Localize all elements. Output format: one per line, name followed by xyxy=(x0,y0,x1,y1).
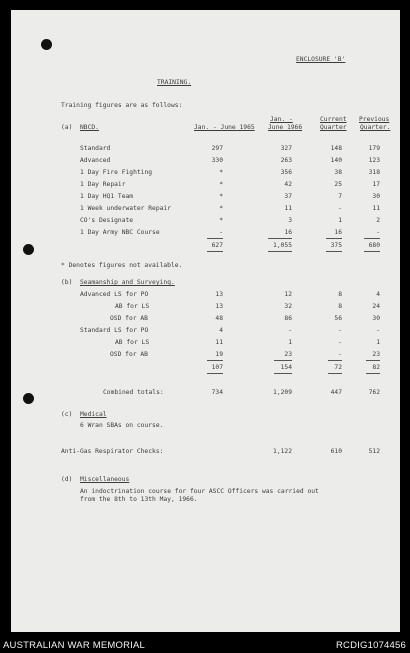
nbcd-row-value-col1: * xyxy=(219,217,223,224)
section-d-heading: Miscellaneous xyxy=(80,476,130,483)
page-title: TRAINING. xyxy=(157,79,192,86)
seamanship-row-value-col3: - xyxy=(338,351,342,358)
nbcd-row-value-col2: 263 xyxy=(280,157,292,164)
seamanship-row-value-col2: 1 xyxy=(288,339,292,346)
nbcd-row-value-col3: 38 xyxy=(334,169,342,176)
combined-total-col2: 1,209 xyxy=(273,389,292,396)
combined-totals-label: Combined totals: xyxy=(103,389,164,396)
seamanship-row-value-col4: 4 xyxy=(376,291,380,298)
seamanship-row-value-col3: 8 xyxy=(338,291,342,298)
nbcd-row-value-col2: 16 xyxy=(284,229,292,236)
nbcd-row-value-col3: 25 xyxy=(334,181,342,188)
section-c-heading: Medical xyxy=(80,411,107,418)
anti-gas-value-current: 610 xyxy=(330,448,342,455)
intro-text: Training figures are as follows: xyxy=(61,102,183,109)
seamanship-row-label: OSD for AB xyxy=(110,351,148,358)
column-header-previous-quarter-line2: Quarter. xyxy=(360,124,391,131)
column-header-current-quarter-line2: Quarter xyxy=(320,124,347,131)
seamanship-subtotal-col2: 154 xyxy=(280,364,292,371)
punch-hole xyxy=(41,39,52,50)
rule xyxy=(328,360,342,361)
seamanship-row-label: OSD for AB xyxy=(110,315,148,322)
rule xyxy=(364,238,380,239)
column-header-current-quarter: Current xyxy=(320,116,347,123)
seamanship-row-value-col1: 11 xyxy=(215,339,223,346)
nbcd-row-value-col3: 148 xyxy=(330,145,342,152)
nbcd-row-value-col2: 3 xyxy=(288,217,292,224)
seamanship-row-value-col3: - xyxy=(338,339,342,346)
seamanship-row-value-col4: - xyxy=(376,327,380,334)
nbcd-row-value-col2: 11 xyxy=(284,205,292,212)
punch-hole xyxy=(23,244,34,255)
section-b-heading: Seamanship and Surveying. xyxy=(80,279,175,286)
section-d-label: (d) xyxy=(61,476,73,483)
section-c-text: 6 Wran SBAs on course. xyxy=(80,422,164,429)
nbcd-row-value-col3: 140 xyxy=(330,157,342,164)
seamanship-row-value-col1: 13 xyxy=(215,291,223,298)
section-a-heading: NBCD. xyxy=(80,124,99,131)
seamanship-subtotal-col3: 72 xyxy=(334,364,342,371)
footer-bar xyxy=(0,636,410,653)
rule xyxy=(268,238,292,239)
nbcd-row-value-col1: 297 xyxy=(211,145,223,152)
nbcd-row-label: CO's Designate xyxy=(80,217,134,224)
rule xyxy=(274,360,292,361)
nbcd-row-value-col2: 42 xyxy=(284,181,292,188)
column-header-jan-june-1965: Jan. - June 1965 xyxy=(194,124,255,131)
nbcd-row-label: 1 Day HQ1 Team xyxy=(80,193,134,200)
rule xyxy=(366,373,380,374)
nbcd-row-label: 1 Week underwater Repair xyxy=(80,205,171,212)
rule xyxy=(268,251,292,252)
nbcd-row-label: Advanced xyxy=(80,157,111,164)
nbcd-row-value-col1: * xyxy=(219,205,223,212)
section-a-label: (a) xyxy=(61,124,73,131)
seamanship-row-value-col2: 12 xyxy=(284,291,292,298)
rule xyxy=(207,360,223,361)
nbcd-row-value-col4: 2 xyxy=(376,217,380,224)
rule xyxy=(326,238,342,239)
nbcd-row-label: 1 Day Fire Fighting xyxy=(80,169,153,176)
section-b-label: (b) xyxy=(61,279,73,286)
nbcd-total-col3: 375 xyxy=(330,242,342,249)
nbcd-row-value-col2: 356 xyxy=(280,169,292,176)
punch-hole xyxy=(23,393,34,404)
seamanship-row-value-col1: 13 xyxy=(215,303,223,310)
nbcd-row-value-col4: 123 xyxy=(368,157,380,164)
seamanship-row-label: AB for LS xyxy=(115,303,150,310)
nbcd-row-label: 1 Day Repair xyxy=(80,181,126,188)
rule xyxy=(274,373,292,374)
anti-gas-label: Anti-Gas Respirator Checks: xyxy=(61,448,164,455)
nbcd-row-label: Standard xyxy=(80,145,111,152)
nbcd-row-value-col2: 327 xyxy=(280,145,292,152)
seamanship-row-value-col4: 1 xyxy=(376,339,380,346)
seamanship-row-value-col4: 23 xyxy=(372,351,380,358)
nbcd-row-value-col1: * xyxy=(219,193,223,200)
anti-gas-value-1966: 1,122 xyxy=(273,448,292,455)
nbcd-total-col2: 1,055 xyxy=(273,242,292,249)
seamanship-subtotal-col4: 82 xyxy=(372,364,380,371)
seamanship-row-value-col3: - xyxy=(338,327,342,334)
nbcd-row-value-col4: - xyxy=(376,229,380,236)
column-header-previous-quarter: Previous xyxy=(359,116,390,123)
seamanship-row-value-col1: 48 xyxy=(215,315,223,322)
seamanship-row-value-col2: 32 xyxy=(284,303,292,310)
nbcd-row-value-col3: - xyxy=(338,205,342,212)
combined-total-col1: 734 xyxy=(211,389,223,396)
nbcd-row-value-col4: 11 xyxy=(372,205,380,212)
nbcd-row-value-col4: 179 xyxy=(368,145,380,152)
rule xyxy=(364,251,380,252)
nbcd-row-value-col3: 16 xyxy=(334,229,342,236)
nbcd-row-value-col1: * xyxy=(219,169,223,176)
nbcd-row-value-col1: * xyxy=(219,181,223,188)
seamanship-row-value-col3: 8 xyxy=(338,303,342,310)
section-c-label: (c) xyxy=(61,411,73,418)
nbcd-row-value-col3: 7 xyxy=(338,193,342,200)
nbcd-total-col1: 627 xyxy=(211,242,223,249)
seamanship-row-label: Advanced LS for PO xyxy=(80,291,149,298)
nbcd-row-label: 1 Day Army NBC Course xyxy=(80,229,160,236)
footer-id: RCDIG1074456 xyxy=(336,640,406,651)
rule xyxy=(207,251,223,252)
column-header-jan-june-1966: Jan. - xyxy=(270,116,293,123)
seamanship-row-value-col2: 23 xyxy=(284,351,292,358)
seamanship-row-value-col1: 4 xyxy=(219,327,223,334)
anti-gas-value-previous: 512 xyxy=(368,448,380,455)
nbcd-total-col4: 680 xyxy=(368,242,380,249)
combined-total-col3: 447 xyxy=(330,389,342,396)
nbcd-row-value-col4: 30 xyxy=(372,193,380,200)
rule xyxy=(366,360,380,361)
section-d-text-line2: from the 8th to 13th May, 1966. xyxy=(80,496,198,503)
nbcd-row-value-col4: 17 xyxy=(372,181,380,188)
footer-credit: AUSTRALIAN WAR MEMORIAL xyxy=(3,640,146,651)
seamanship-row-value-col4: 24 xyxy=(372,303,380,310)
rule xyxy=(207,373,223,374)
seamanship-row-value-col2: - xyxy=(288,327,292,334)
section-d-text-line1: An indoctrination course for four ASCC Officers was carried out xyxy=(80,488,319,495)
seamanship-row-value-col4: 30 xyxy=(372,315,380,322)
rule xyxy=(207,238,223,239)
seamanship-row-label: AB for LS xyxy=(115,339,150,346)
nbcd-row-value-col4: 318 xyxy=(368,169,380,176)
nbcd-row-value-col1: 330 xyxy=(211,157,223,164)
nbcd-row-value-col3: 1 xyxy=(338,217,342,224)
seamanship-row-value-col1: 19 xyxy=(215,351,223,358)
column-header-jan-june-1966-line2: June 1966 xyxy=(268,124,303,131)
seamanship-row-value-col3: 56 xyxy=(334,315,342,322)
seamanship-row-value-col2: 86 xyxy=(284,315,292,322)
footnote: * Denotes figures not available. xyxy=(61,262,183,269)
seamanship-row-label: Standard LS for PO xyxy=(80,327,149,334)
combined-total-col4: 762 xyxy=(368,389,380,396)
nbcd-row-value-col1: - xyxy=(219,229,223,236)
rule xyxy=(326,251,342,252)
seamanship-subtotal-col1: 107 xyxy=(211,364,223,371)
rule xyxy=(328,373,342,374)
nbcd-row-value-col2: 37 xyxy=(284,193,292,200)
enclosure-label: ENCLOSURE 'B' xyxy=(296,56,346,63)
